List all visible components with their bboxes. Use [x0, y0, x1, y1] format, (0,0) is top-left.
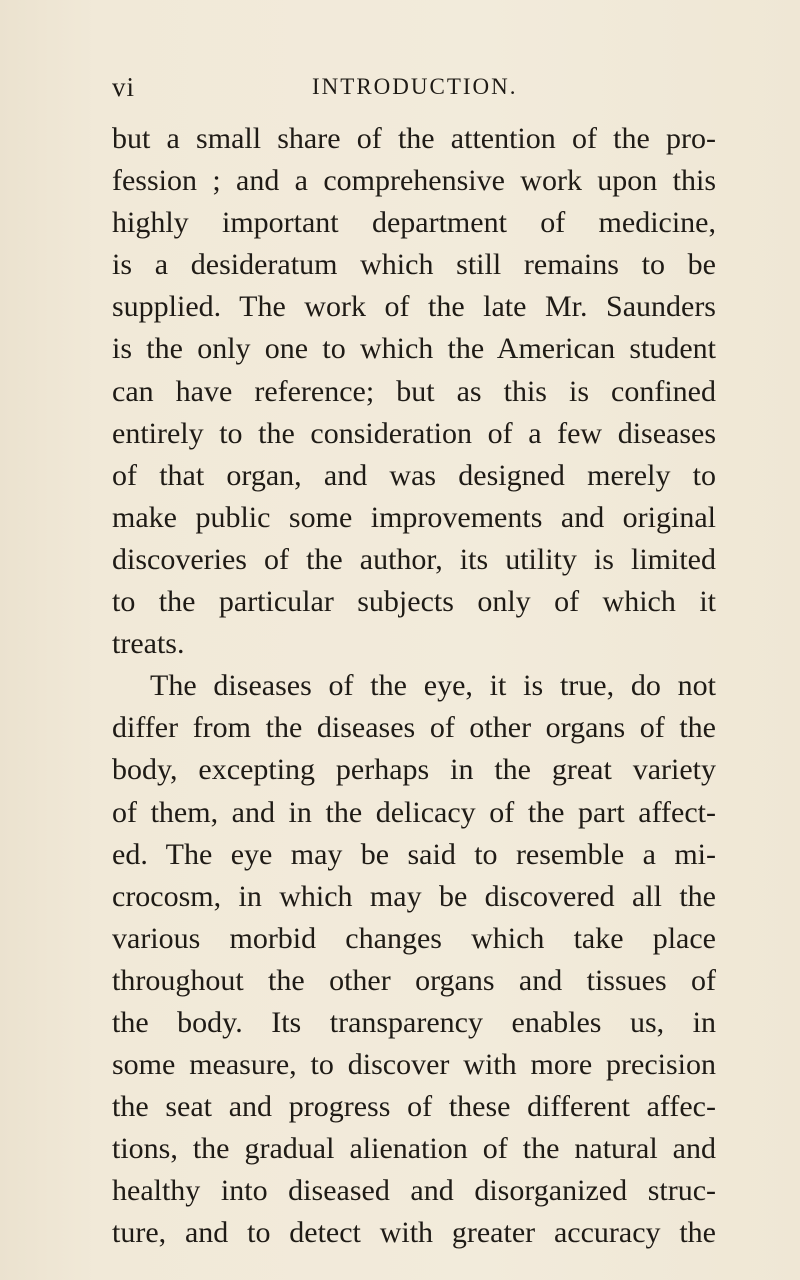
- text-line: the body. Its transparency enables us, in: [112, 1005, 716, 1039]
- text-line: crocosm, in which may be discovered all the: [112, 879, 716, 913]
- text-line: differ from the diseases of other organs of the: [112, 711, 716, 745]
- text-line: entirely to the consideration of a few diseases: [112, 416, 716, 450]
- text-line: various morbid changes which take place: [112, 921, 716, 955]
- body-text: [112, 118, 716, 1255]
- text-line: body, excepting perhaps in the great variety: [112, 753, 716, 787]
- paragraph: [112, 665, 716, 1254]
- text-line: but a small share of the attention of the pro-: [112, 122, 716, 155]
- text-line: tions, the gradual alienation of the natural and: [112, 1132, 716, 1166]
- text-line: is the only one to which the American student: [112, 332, 716, 366]
- running-head: INTRODUCTION.: [312, 74, 518, 99]
- text-line: healthy into diseased and disorganized struc-: [112, 1174, 716, 1208]
- text-line: ed. The eye may be said to resemble a mi-: [112, 837, 716, 871]
- text-line: make public some improvements and original: [112, 500, 716, 534]
- page-number: vi: [112, 72, 136, 102]
- text-line: to the particular subjects only of which it: [112, 585, 716, 619]
- text-line: ture, and to detect with greater accuracy the: [112, 1216, 716, 1250]
- text-line: discoveries of the author, its utility is limited: [112, 542, 716, 576]
- text-line: the seat and progress of these different affec-: [112, 1090, 716, 1124]
- text-line: some measure, to discover with more precision: [112, 1048, 716, 1082]
- text-line: throughout the other organs and tissues of: [112, 963, 716, 997]
- text-line: fession ; and a comprehensive work upon this: [112, 164, 716, 198]
- text-line: The diseases of the eye, it is true, do not: [150, 669, 716, 703]
- text-line: can have reference; but as this is confined: [112, 374, 716, 408]
- text-line: of them, and in the delicacy of the part affect-: [112, 795, 716, 829]
- paragraph: [112, 118, 716, 665]
- text-line: highly important department of medicine,: [112, 206, 716, 240]
- page-header: [112, 72, 712, 108]
- text-line: supplied. The work of the late Mr. Saunders: [112, 290, 716, 324]
- text-line: treats.: [112, 627, 185, 661]
- text-line: is a desideratum which still remains to be: [112, 248, 716, 282]
- text-line: of that organ, and was designed merely to: [112, 458, 716, 492]
